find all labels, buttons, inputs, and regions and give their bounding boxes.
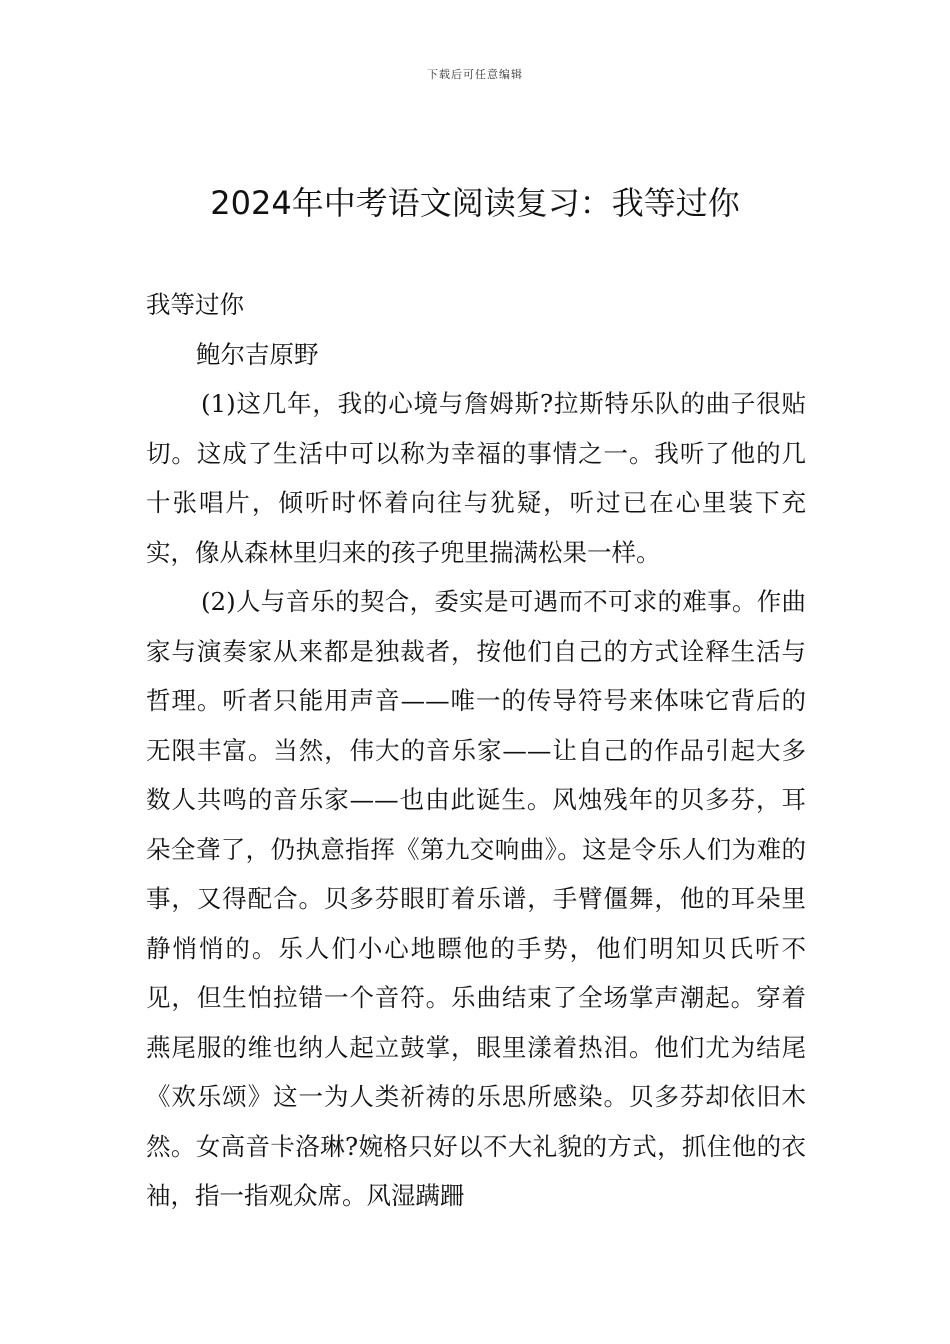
article-title: 我等过你 xyxy=(146,290,244,319)
article-body xyxy=(146,280,806,1221)
paragraph-1: (1)这几年，我的心境与詹姆斯?拉斯特乐队的曲子很贴切。这成了生活中可以称为幸福的事情之一。我听了他的几十张唱片，倾听时怀着向往与犹疑，听过已在心里装下充实，像从森林里归来的孩子兜里揣满松果一样。 xyxy=(146,389,806,567)
article-author: 鲍尔吉原野 xyxy=(196,339,319,369)
paragraph-2: (2)人与音乐的契合，委实是可遇而不可求的难事。作曲家与演奏家从来都是独裁者，按他们自己的方式诠释生活与哲理。听者只能用声音——唯一的传导符号来体味它背后的无限丰富。当然，伟大的音乐家——让自己的作品引起大多数人共鸣的音乐家——也由此诞生。风烛残年的贝多芬，耳朵全聋了，仍执意指挥《第九交响曲》。这是令乐人们为难的事，又得配合。贝多芬眼盯着乐谱，手臂僵舞，他的耳朵里静悄悄的。乐人们小心地瞟他的手势，他们明知贝氏听不见，但生怕拉错一个音符。乐曲结束了全场掌声潮起。穿着燕尾服的维也纳人起立鼓掌，眼里漾着热泪。他们尤为结尾《欢乐颂》这一为人类祈祷的乐思所感染。贝多芬却依旧木然。女高音卡洛琳?婉格只好以不大礼貌的方式，抓住他的衣袖，指一指观众席。风湿蹒跚 xyxy=(146,587,806,1210)
document-title: 2024年中考语文阅读复习：我等过你 xyxy=(210,184,740,222)
header-note: 下载后可任意编辑 xyxy=(427,68,523,81)
